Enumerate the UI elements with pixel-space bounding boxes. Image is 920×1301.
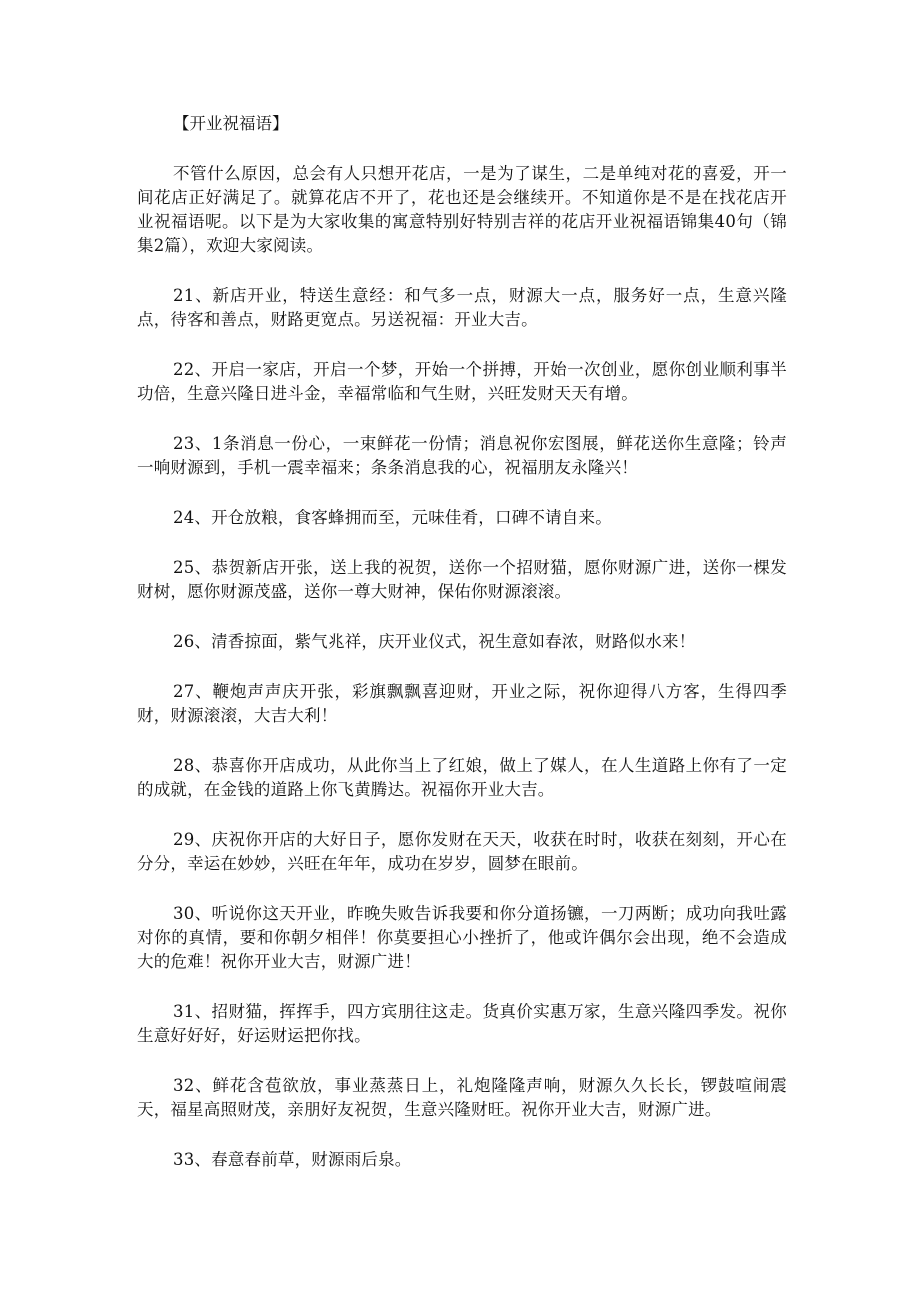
blessing-25: 25、恭贺新店开张，送上我的祝贺，送你一个招财猫，愿你财源广进，送你一棵发财树，愿你财源茂盛，送你一尊大财神，保佑你财源滚滚。	[137, 558, 787, 601]
blessing-33: 33、春意春前草，财源雨后泉。	[173, 1150, 412, 1169]
blessing-24: 24、开仓放粮，食客蜂拥而至，元味佳肴，口碑不请自来。	[173, 508, 612, 527]
blessing-28: 28、恭喜你开店成功，从此你当上了红娘，做上了媒人，在人生道路上你有了一定的成就，在金钱的道路上你飞黄腾达。祝福你开业大吉。	[137, 756, 787, 799]
blessing-26: 26、清香掠面，紫气兆祥，庆开业仪式，祝生意如春浓，财路似水来！	[173, 632, 696, 651]
blessing-27: 27、鞭炮声声庆开张，彩旗飘飘喜迎财，开业之际，祝你迎得八方客，生得四季财，财源滚滚，大吉大利！	[137, 682, 787, 725]
blessing-32: 32、鲜花含苞欲放，事业蒸蒸日上，礼炮隆隆声响，财源久久长长，锣鼓喧闹震天，福星高照财茂，亲朋好友祝贺，生意兴隆财旺。祝你开业大吉，财源广进。	[137, 1076, 787, 1119]
blessing-30: 30、听说你这天开业，昨晚失败告诉我要和你分道扬镳，一刀两断；成功向我吐露对你的真情，要和你朝夕相伴！你莫要担心小挫折了，他或许偶尔会出现，绝不会造成大的危难！祝你开业大吉，财源广进！	[137, 904, 787, 971]
document-title: 【开业祝福语】	[173, 114, 289, 133]
blessing-22: 22、开启一家店，开启一个梦，开始一个拼搏，开始一次创业，愿你创业顺利事半功倍，生意兴隆日进斗金，幸福常临和气生财，兴旺发财天天有增。	[137, 360, 787, 403]
blessing-21: 21、新店开业，特送生意经：和气多一点，财源大一点，服务好一点，生意兴隆点，待客和善点，财路更宽点。另送祝福：开业大吉。	[137, 286, 787, 329]
document-page	[137, 112, 787, 1198]
blessing-29: 29、庆祝你开店的大好日子，愿你发财在天天，收获在时时，收获在刻刻，开心在分分，幸运在妙妙，兴旺在年年，成功在岁岁，圆梦在眼前。	[137, 830, 787, 873]
blessing-23: 23、1条消息一份心，一束鲜花一份情；消息祝你宏图展，鲜花送你生意隆；铃声一响财源到，手机一震幸福来；条条消息我的心，祝福朋友永隆兴！	[137, 434, 787, 477]
blessing-31: 31、招财猫，挥挥手，四方宾朋往这走。货真价实惠万家，生意兴隆四季发。祝你生意好好好，好运财运把你找。	[137, 1002, 787, 1045]
intro-paragraph: 不管什么原因，总会有人只想开花店，一是为了谋生，二是单纯对花的喜爱，开一间花店正好满足了。就算花店不开了，花也还是会继续开。不知道你是不是在找花店开业祝福语呢。以下是为大家收集的寓意特别好特别吉祥的花店开业祝福语锦集40句（锦集2篇），欢迎大家阅读。	[137, 164, 787, 255]
